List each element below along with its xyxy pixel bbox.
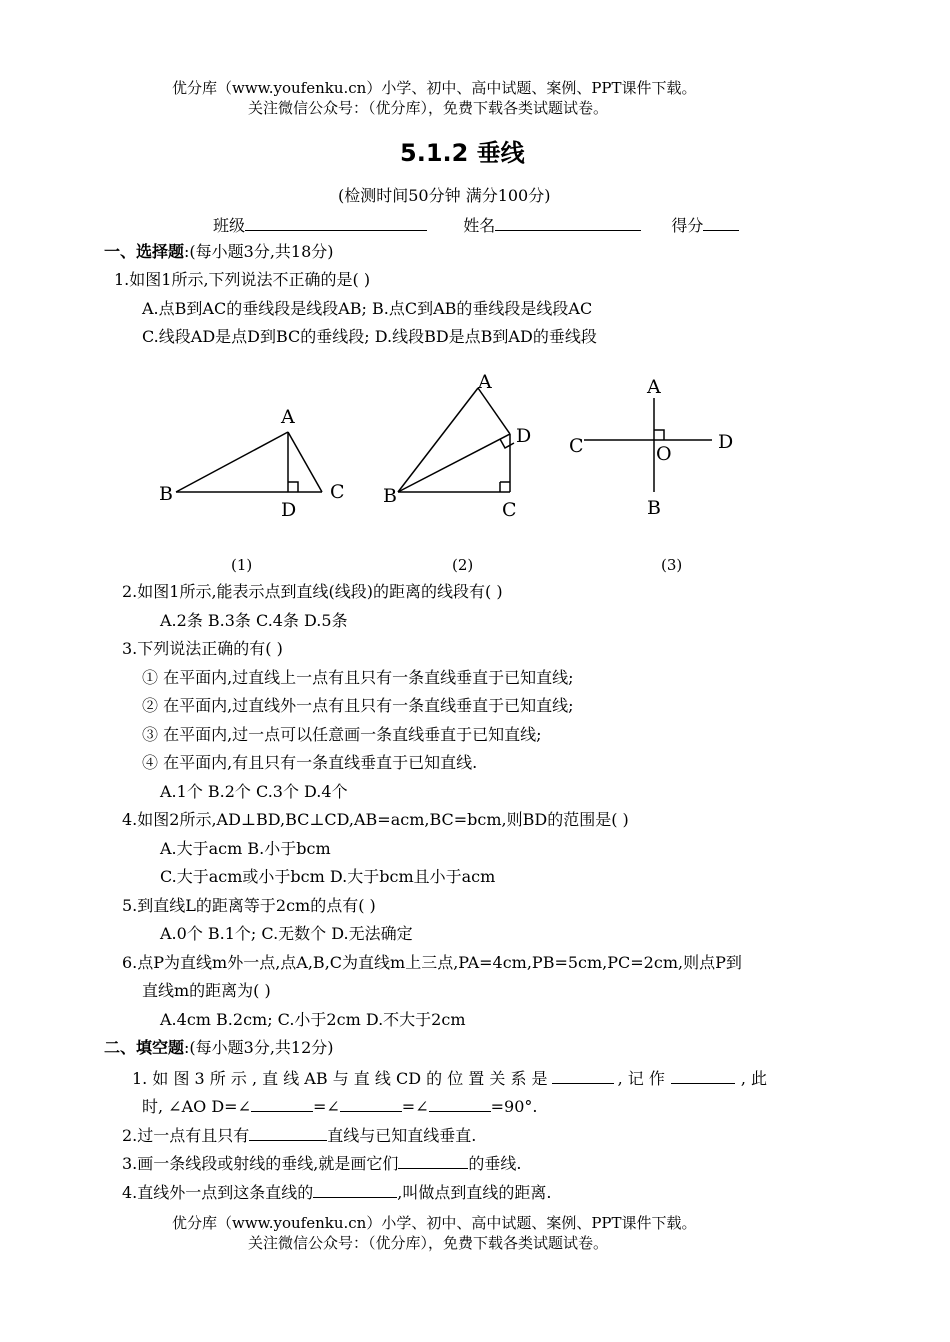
fig1-right-angle xyxy=(288,482,298,492)
section-2-heading xyxy=(104,1038,334,1058)
fig1-line-ba xyxy=(176,432,288,492)
q1-stem: 1.如图1所示,下列说法不正确的是( ) xyxy=(114,270,371,289)
fig2-right-angle-d xyxy=(500,439,514,448)
figures xyxy=(0,360,950,585)
fill-q4-text-a: 4.直线外一点到这条直线的 xyxy=(122,1183,314,1202)
figure-1 xyxy=(176,432,322,492)
fig3-caption: (3) xyxy=(661,556,683,574)
figure-3 xyxy=(584,398,712,492)
name-label: 姓名 xyxy=(463,216,496,235)
footer-line-2: 关注微信公众号：（优分库），免费下载各类试题试卷。 xyxy=(248,1234,609,1252)
fill-q3 xyxy=(122,1152,521,1174)
fill-q3-text-b: 的垂线. xyxy=(468,1154,522,1173)
q6-stem-2: 直线m的距离为( ) xyxy=(142,981,271,1000)
fig1-label-a: A xyxy=(281,406,295,428)
section-1-note: :(每小题3分,共18分) xyxy=(184,242,334,261)
fill-q2-text-a: 2.过一点有且只有 xyxy=(122,1126,250,1145)
section-1-title: 一、选择题 xyxy=(104,242,185,261)
student-info-row xyxy=(213,214,739,236)
fig2-label-d: D xyxy=(516,425,532,447)
header-line-2: 关注微信公众号：（优分库），免费下载各类试题试卷。 xyxy=(248,99,609,117)
fill-q1-text-a: 1. 如 图 3 所 示 , 直 线 AB 与 直 线 CD 的 位 置 关 系 是 xyxy=(132,1069,548,1088)
class-label: 班级 xyxy=(213,216,246,235)
q3-statement-2: ② 在平面内,过直线外一点有且只有一条直线垂直于已知直线; xyxy=(142,696,574,715)
fill-q3-text-a: 3.画一条线段或射线的垂线,就是画它们 xyxy=(122,1154,399,1173)
q3-options: A.1个 B.2个 C.3个 D.4个 xyxy=(160,782,348,801)
figure-2 xyxy=(398,388,514,492)
fill-q2-text-b: 直线与已知直线垂直. xyxy=(327,1126,477,1145)
score-label: 得分 xyxy=(671,216,704,235)
fill-q1-blank-5[interactable] xyxy=(429,1095,491,1112)
q3-stem: 3.下列说法正确的有( ) xyxy=(122,639,283,658)
q5-options: A.0个 B.1个; C.无数个 D.无法确定 xyxy=(160,924,413,943)
fig2-line-ad xyxy=(478,388,510,434)
fig2-line-ba xyxy=(398,388,478,492)
fill-q1-blank-2[interactable] xyxy=(671,1067,735,1084)
fill-q1-angle-text-a: 时, ∠AO D=∠ xyxy=(142,1097,251,1116)
q3-statement-4: ④ 在平面内,有且只有一条直线垂直于已知直线. xyxy=(142,753,478,772)
fill-q1-text-c: , 此 xyxy=(740,1069,768,1088)
name-field[interactable] xyxy=(495,214,641,231)
fill-q2-blank[interactable] xyxy=(249,1124,327,1141)
fig1-line-ac xyxy=(288,432,322,492)
q4-options-ab: A.大于acm B.小于bcm xyxy=(160,839,331,858)
fill-q3-blank[interactable] xyxy=(398,1152,468,1169)
section-2-note: :(每小题3分,共12分) xyxy=(184,1038,334,1057)
q2-options: A.2条 B.3条 C.4条 D.5条 xyxy=(160,611,348,630)
header-line-1: 优分库（www.youfenku.cn）小学、初中、高中试题、案例、PPT课件下载。 xyxy=(172,79,697,97)
q5-stem: 5.到直线L的距离等于2cm的点有( ) xyxy=(122,896,376,915)
fill-q1-blank-4[interactable] xyxy=(340,1095,402,1112)
q3-statement-3: ③ 在平面内,过一点可以任意画一条直线垂直于已知直线; xyxy=(142,725,542,744)
score-field[interactable] xyxy=(703,214,739,231)
fill-q1-blank-3[interactable] xyxy=(251,1095,313,1112)
fill-q4-text-b: ,叫做点到直线的距离. xyxy=(397,1183,552,1202)
fig2-caption: (2) xyxy=(452,556,474,574)
fig3-label-b: B xyxy=(647,497,661,519)
fig3-right-angle xyxy=(654,430,664,440)
fig1-label-b: B xyxy=(159,483,173,505)
fig2-line-bd xyxy=(398,434,510,492)
fig3-label-c: C xyxy=(569,435,584,457)
q4-stem: 4.如图2所示,AD⊥BD,BC⊥CD,AB=acm,BC=bcm,则BD的范围是( ) xyxy=(122,810,629,829)
test-info: (检测时间50分钟 满分100分) xyxy=(338,186,551,205)
fill-q1-text-b: , 记 作 xyxy=(617,1069,665,1088)
fill-q4-blank[interactable] xyxy=(313,1181,397,1198)
fig1-label-c: C xyxy=(330,481,345,503)
q6-options: A.4cm B.2cm; C.小于2cm D.不大于2cm xyxy=(160,1010,466,1029)
fill-q2 xyxy=(122,1124,476,1146)
page-title: 5.1.2 垂线 xyxy=(400,139,525,167)
q6-stem: 6.点P为直线m外一点,点A,B,C为直线m上三点,PA=4cm,PB=5cm,PC=2cm,则点P到 xyxy=(122,953,742,972)
fill-q1-angle-text-d: =90°. xyxy=(490,1097,538,1116)
fig1-caption: (1) xyxy=(231,556,253,574)
fill-q1-line-1 xyxy=(132,1067,767,1089)
q1-options-ab: A.点B到AC的垂线段是线段AB; B.点C到AB的垂线段是线段AC xyxy=(142,299,593,318)
fig3-label-d: D xyxy=(718,431,734,453)
fig1-label-d: D xyxy=(281,499,297,521)
fill-q1-angle-text-b: =∠ xyxy=(312,1097,340,1116)
q2-stem: 2.如图1所示,能表示点到直线(线段)的距离的线段有( ) xyxy=(122,582,503,601)
q4-options-cd: C.大于acm或小于bcm D.大于bcm且小于acm xyxy=(160,867,496,886)
fig3-label-o: O xyxy=(656,443,672,465)
class-field[interactable] xyxy=(245,214,427,231)
q1-options-cd: C.线段AD是点D到BC的垂线段; D.线段BD是点B到AD的垂线段 xyxy=(142,327,597,346)
section-2-title: 二、填空题 xyxy=(104,1038,185,1057)
fig2-label-a: A xyxy=(478,371,492,393)
fig2-label-c: C xyxy=(502,499,517,521)
fill-q1-blank-1[interactable] xyxy=(552,1067,614,1084)
q3-statement-1: ① 在平面内,过直线上一点有且只有一条直线垂直于已知直线; xyxy=(142,668,574,687)
section-1-heading xyxy=(104,242,334,262)
fill-q1-line-2 xyxy=(142,1095,537,1117)
fill-q4 xyxy=(122,1181,551,1203)
fig2-label-b: B xyxy=(383,485,397,507)
fig3-label-a: A xyxy=(647,376,661,398)
footer-line-1: 优分库（www.youfenku.cn）小学、初中、高中试题、案例、PPT课件下载。 xyxy=(172,1214,697,1232)
fill-q1-angle-text-c: =∠ xyxy=(401,1097,429,1116)
